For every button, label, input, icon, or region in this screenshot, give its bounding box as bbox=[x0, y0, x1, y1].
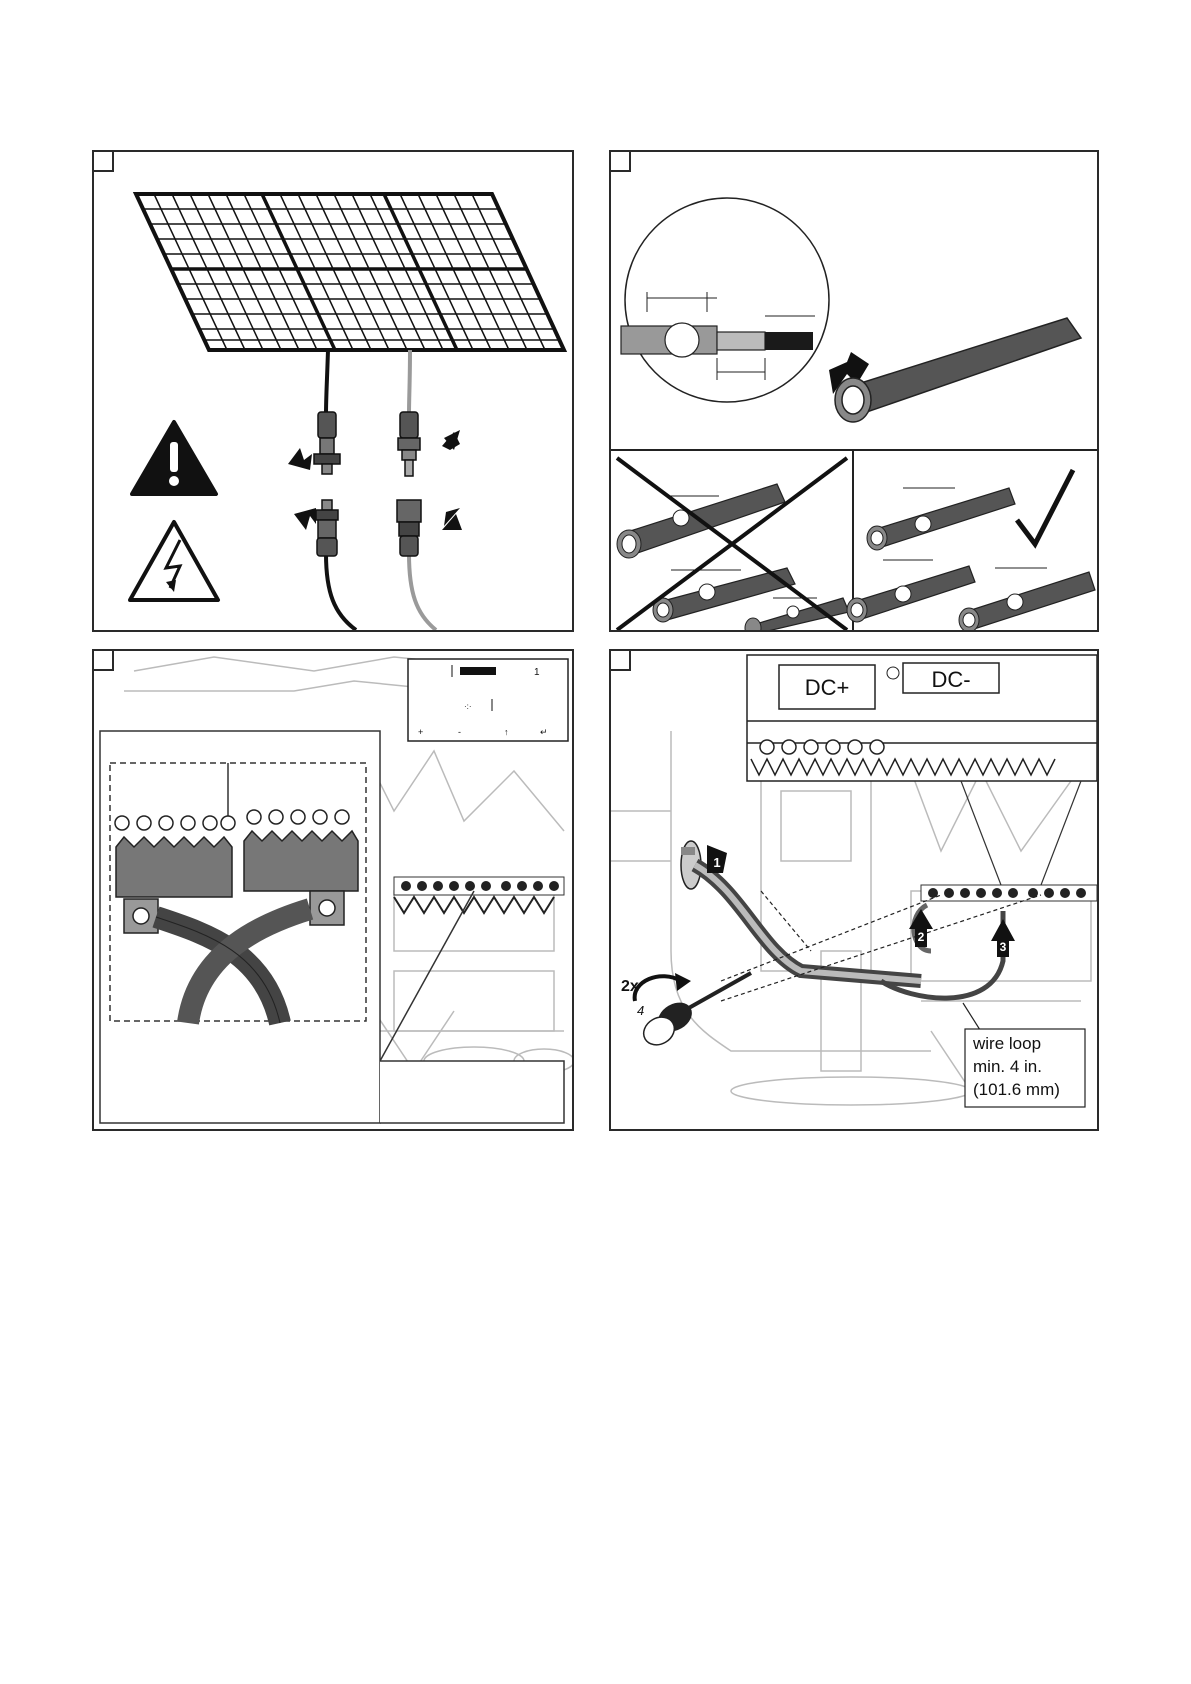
display-key-enter[interactable]: ↵ bbox=[540, 727, 548, 737]
detail-magnifier bbox=[621, 198, 829, 402]
disconnect-arrows bbox=[288, 430, 462, 530]
terminal-strip-small bbox=[394, 877, 564, 913]
panel-terminal-detail bbox=[92, 649, 574, 1131]
step-2-marker bbox=[909, 909, 933, 947]
display-key-minus[interactable]: - bbox=[458, 727, 461, 737]
repeat-label: 2x bbox=[621, 978, 639, 995]
step-checkbox bbox=[92, 150, 114, 172]
step-1-marker bbox=[707, 845, 727, 873]
step-checkbox bbox=[92, 649, 114, 671]
lower-negative-connector bbox=[316, 500, 338, 556]
positive-cable bbox=[409, 350, 410, 414]
cable-stripping-illustration bbox=[611, 152, 1099, 632]
wire-loop-line-3: (101.6 mm) bbox=[973, 1080, 1060, 1099]
display-key-up[interactable]: ↑ bbox=[504, 727, 509, 737]
stripped-cable bbox=[835, 318, 1081, 422]
solar-module bbox=[136, 194, 564, 350]
panel-solar-module bbox=[92, 150, 574, 632]
svg-text:3: 3 bbox=[999, 940, 1007, 954]
wire-loop-line-2: min. 4 in. bbox=[973, 1057, 1042, 1076]
display-key-plus[interactable]: + bbox=[418, 727, 424, 737]
dc-cable-outer bbox=[695, 865, 921, 981]
wire-loop-callout bbox=[965, 1029, 1085, 1107]
correct-examples bbox=[847, 470, 1095, 632]
svg-text:·:·: ·:· bbox=[464, 702, 472, 711]
panel-cable-stripping bbox=[609, 150, 1099, 632]
step-3-marker bbox=[991, 919, 1015, 957]
dc-minus-label: DC- bbox=[931, 667, 971, 692]
main-terminal-strip bbox=[921, 781, 1097, 901]
dc-terminal-inset bbox=[747, 655, 1097, 781]
wire-loop-line-1: wire loop bbox=[973, 1034, 1042, 1053]
step-checkbox bbox=[609, 649, 631, 671]
check-mark-icon bbox=[1017, 470, 1073, 544]
electric-hazard-icon bbox=[130, 522, 218, 600]
terminal-detail-illustration bbox=[94, 651, 574, 1131]
incorrect-examples bbox=[617, 458, 849, 632]
step-4-marker: 4 bbox=[637, 1003, 645, 1018]
display-inset bbox=[408, 659, 568, 741]
step-checkbox bbox=[609, 150, 631, 172]
solar-module-illustration bbox=[94, 152, 574, 632]
svg-text:1: 1 bbox=[713, 855, 721, 870]
upper-positive-connector bbox=[398, 412, 420, 476]
panel-dc-routing bbox=[609, 649, 1099, 1131]
svg-text:2: 2 bbox=[917, 930, 925, 944]
display-top-value: 1 bbox=[534, 667, 540, 678]
negative-cable bbox=[326, 350, 328, 414]
lower-positive-connector bbox=[397, 500, 421, 556]
dc-routing-illustration bbox=[611, 651, 1099, 1131]
upper-negative-connector bbox=[314, 412, 340, 474]
screwdriver-icon bbox=[635, 973, 751, 1050]
warning-icon bbox=[132, 422, 216, 494]
dc-plus-label: DC+ bbox=[804, 675, 850, 700]
